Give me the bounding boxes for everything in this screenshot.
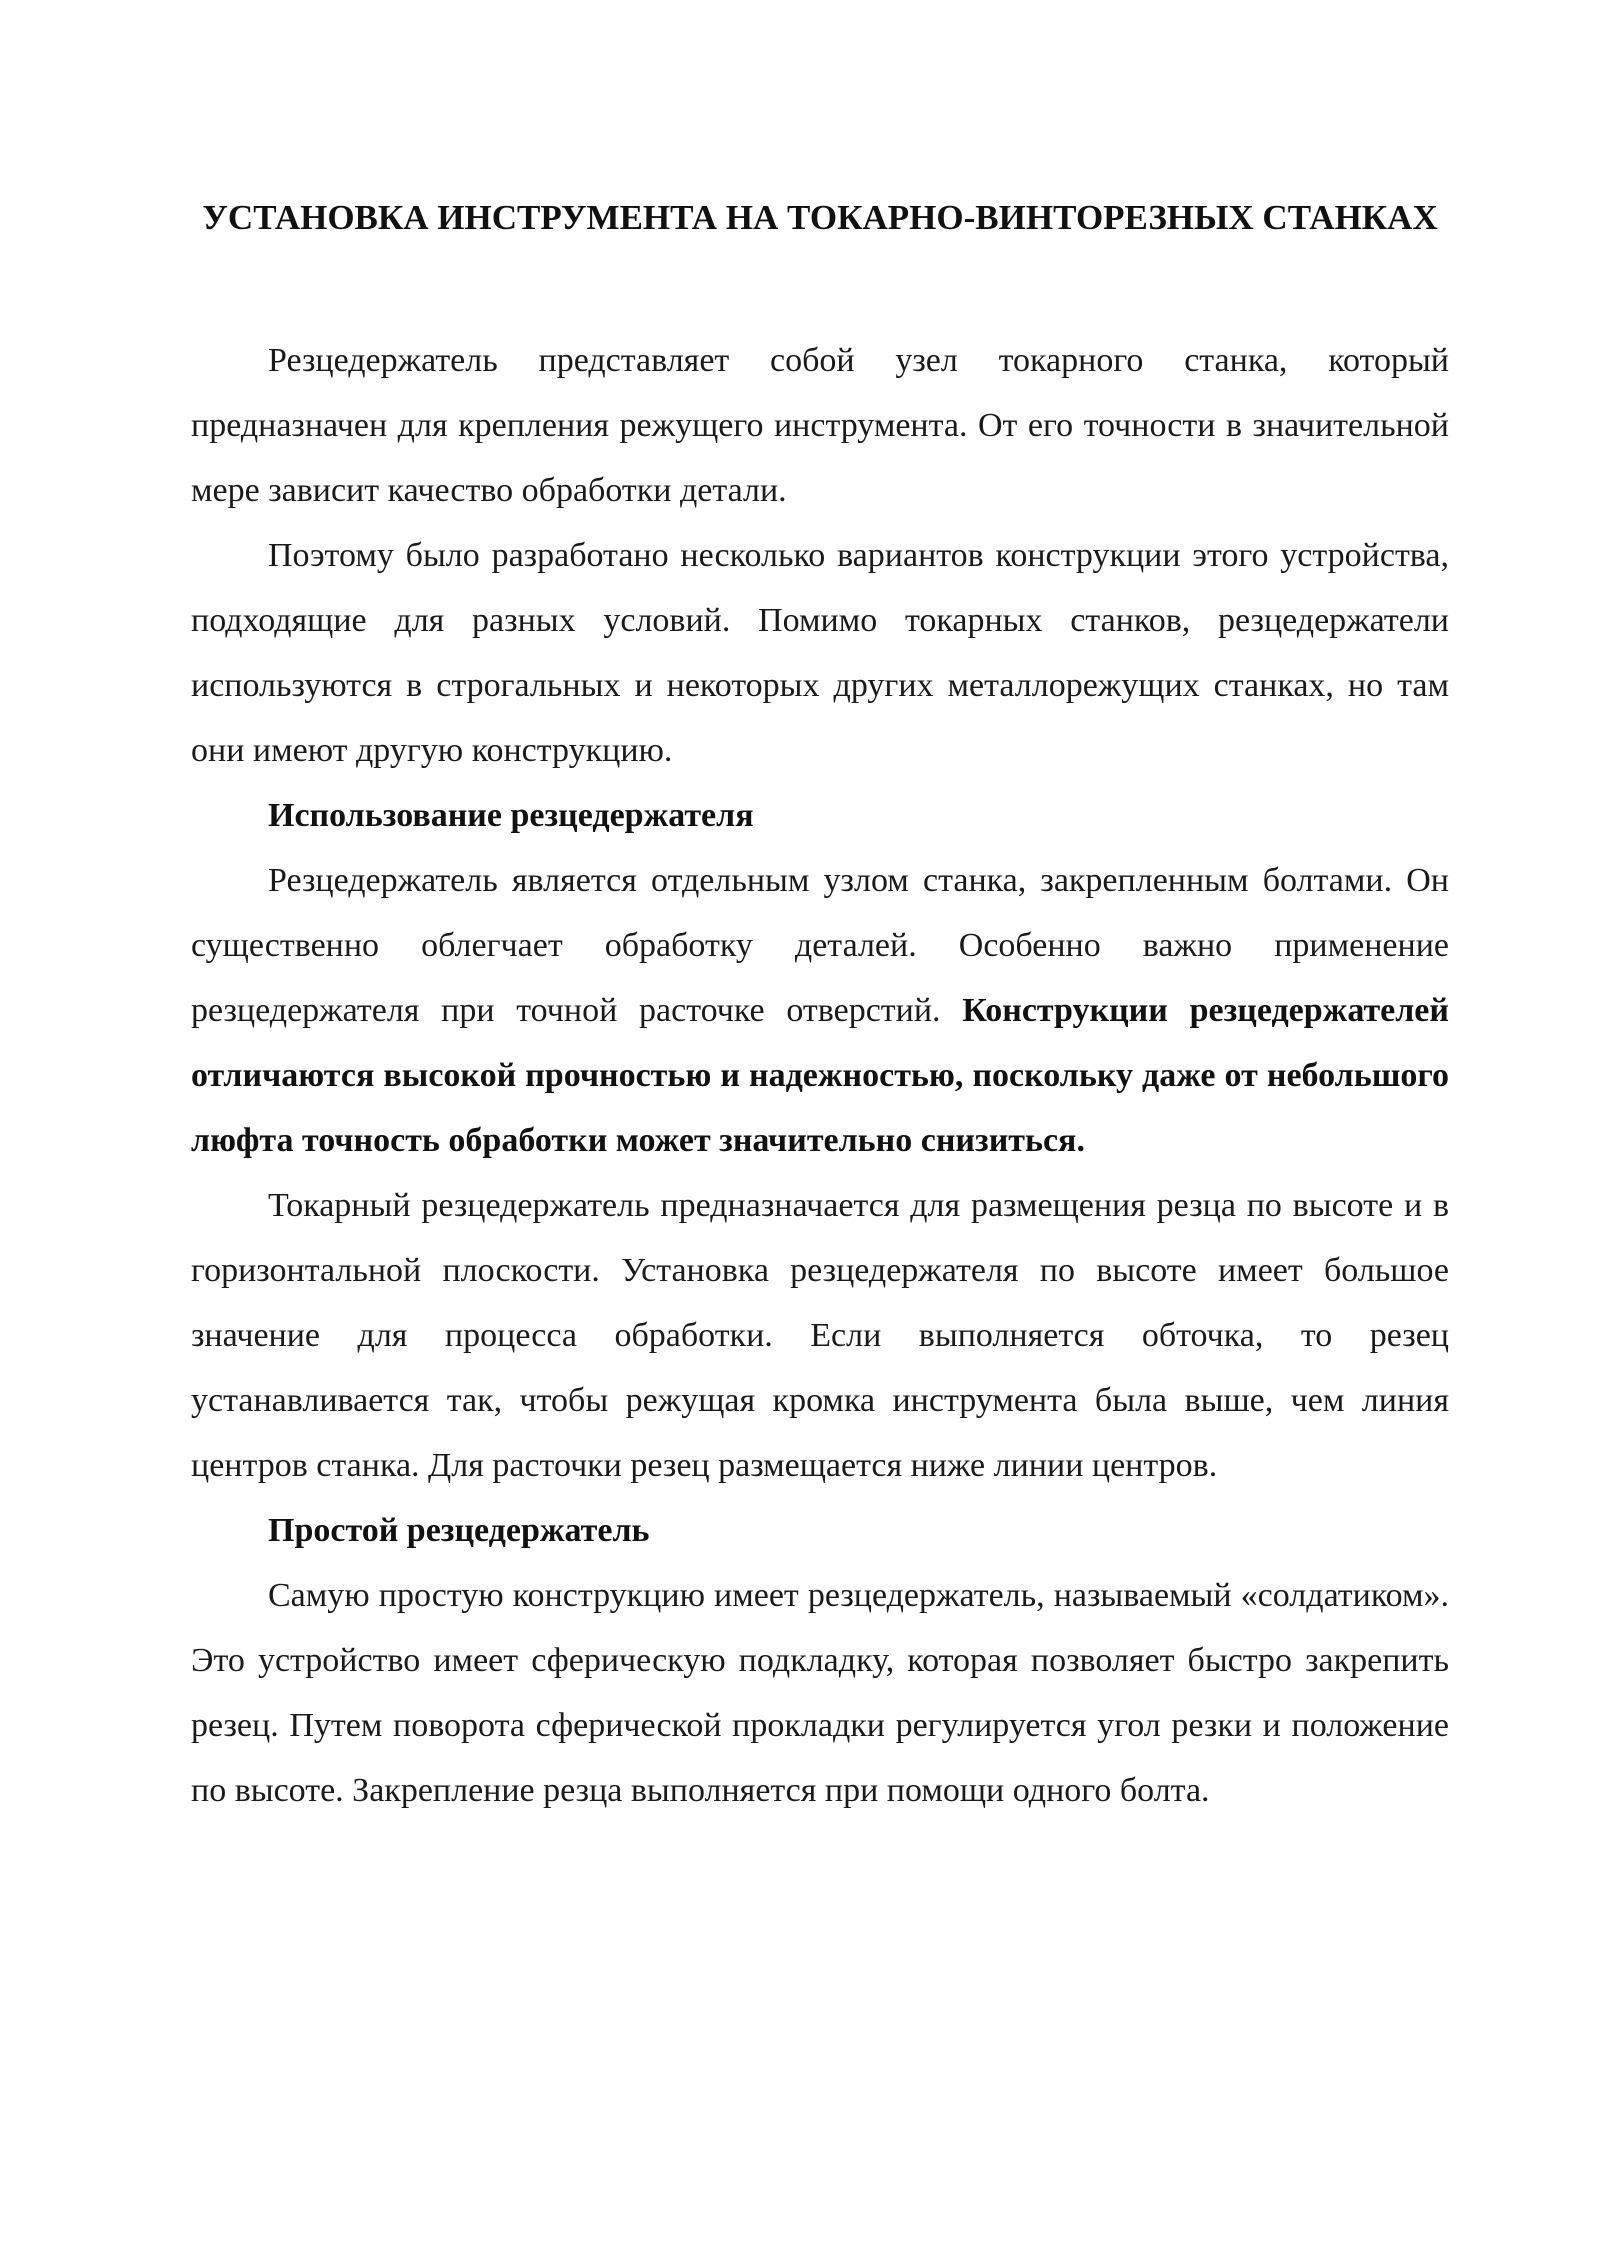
document-title: УСТАНОВКА ИНСТРУМЕНТА НА ТОКАРНО-ВИНТОРЕЗНЫХ СТАНКАХ [202, 198, 1438, 237]
paragraph-lathe-holder: Токарный резцедержатель предназначается для размещения резца по высоте и в горизонтальной плоскости. Установка резцедержателя по высоте имеет большое значение для процесса обработки. Если выполняется обточка, то резец устанавливается так, чтобы режущая кромка инструмента была выше, чем линия центров станка. Для расточки резец размещается ниже линии центров. [191, 1187, 1449, 1484]
paragraph-usage [191, 848, 1449, 1173]
section-heading-simple-holder: Простой резцедержатель [268, 1512, 650, 1549]
document-body [191, 186, 1449, 1823]
paragraph-usage-bold-text: Конструкции резцедержателей отличаются высокой прочностью и надежностью, поскольку даже от небольшого люфта точность обработки может значительно снизиться. [191, 992, 1449, 1159]
paragraph-intro: Резцедержатель представляет собой узел токарного станка, который предназначен для крепления режущего инструмента. От его точности в значительной мере зависит качество обработки детали. [191, 342, 1449, 509]
paragraph-usage-text: Резцедержатель является отдельным узлом станка, закрепленным болтами. Он существенно облегчает обработку деталей. Особенно важно применение резцедержателя при точной расточке отверстий. [191, 862, 1449, 1029]
section-heading-usage: Использование резцедержателя [268, 797, 754, 834]
paragraph-simple-holder: Самую простую конструкцию имеет резцедержатель, называемый «солдатиком». Это устройство имеет сферическую подкладку, которая позволяет быстро закрепить резец. Путем поворота сферической прокладки регулируется угол резки и положение по высоте. Закрепление резца выполняется при помощи одного болта. [191, 1577, 1449, 1809]
paragraph-variants: Поэтому было разработано несколько вариантов конструкции этого устройства, подходящие для разных условий. Помимо токарных станков, резцедержатели используются в строгальных и некоторых других металлорежущих станках, но там они имеют другую конструкцию. [191, 537, 1449, 769]
